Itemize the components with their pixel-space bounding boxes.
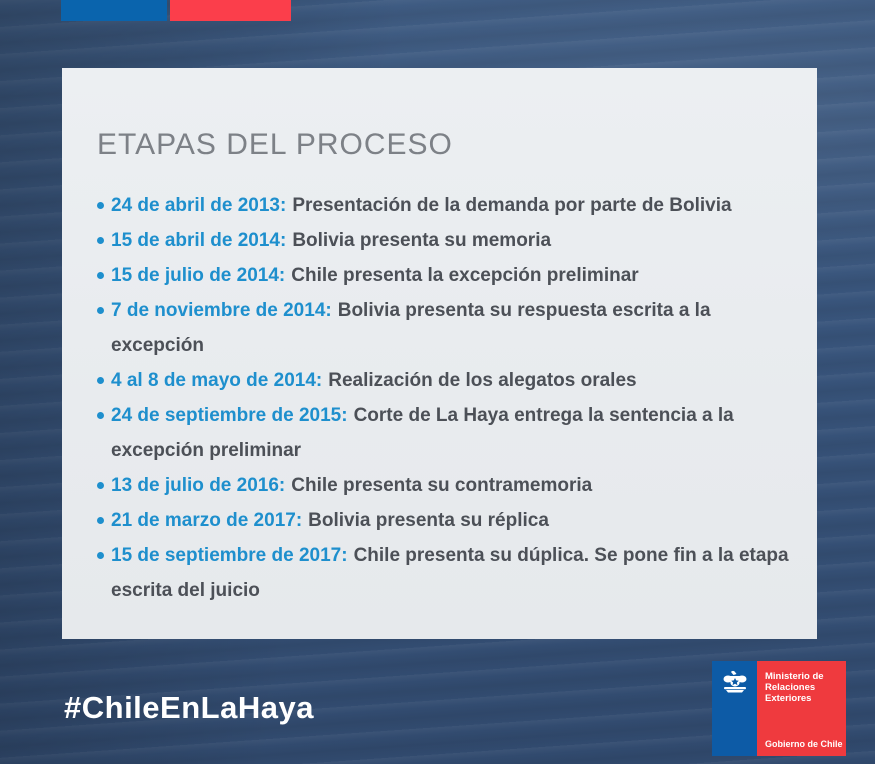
item-text: Bolivia presenta su respuesta escrita a la excepción: [111, 300, 711, 356]
timeline-item: [97, 363, 803, 398]
item-text: Realización de los alegatos orales: [328, 370, 637, 391]
item-date: 24 de abril de 2013:: [111, 195, 287, 216]
item-text: Chile presenta su contramemoria: [291, 475, 593, 496]
bullet-icon: [97, 517, 104, 524]
item-date: 15 de abril de 2014:: [111, 230, 287, 251]
bullet-icon: [97, 307, 104, 314]
timeline-item: [97, 503, 803, 538]
item-date: 13 de julio de 2016:: [111, 475, 286, 496]
item-text: Chile presenta la excepción preliminar: [291, 265, 639, 286]
page-title: ETAPAS DEL PROCESO: [97, 128, 453, 161]
logo-red-panel: [757, 661, 846, 756]
government-name: Gobierno de Chile: [765, 739, 843, 749]
logo-blue-panel: [712, 661, 757, 756]
timeline-item: [97, 468, 803, 503]
item-text: Bolivia presenta su réplica: [308, 510, 549, 531]
bullet-icon: [97, 202, 104, 209]
bullet-icon: [97, 482, 104, 489]
timeline-item: [97, 188, 803, 223]
timeline-item: [97, 398, 803, 468]
bullet-icon: [97, 272, 104, 279]
timeline-item: [97, 293, 803, 363]
timeline-item: [97, 258, 803, 293]
item-text: Bolivia presenta su memoria: [292, 230, 552, 251]
bullet-icon: [97, 237, 104, 244]
timeline-list: [97, 188, 803, 608]
item-date: 4 al 8 de mayo de 2014:: [111, 370, 323, 391]
content-card: [62, 68, 817, 639]
bullet-icon: [97, 377, 104, 384]
item-text: Corte de La Haya entrega la sentencia a la excepción preliminar: [111, 405, 734, 461]
hashtag: #ChileEnLaHaya: [64, 690, 314, 725]
timeline-item: [97, 538, 803, 608]
flag-bar-red: [170, 0, 291, 21]
coat-of-arms-icon: [720, 670, 750, 698]
item-date: 7 de noviembre de 2014:: [111, 300, 332, 321]
item-date: 15 de septiembre de 2017:: [111, 545, 348, 566]
item-date: 15 de julio de 2014:: [111, 265, 286, 286]
bullet-icon: [97, 552, 104, 559]
timeline-item: [97, 223, 803, 258]
item-date: 21 de marzo de 2017:: [111, 510, 303, 531]
bullet-icon: [97, 412, 104, 419]
government-logo: [712, 661, 846, 756]
item-text: Chile presenta su dúplica. Se pone fin a la etapa escrita del juicio: [111, 545, 789, 601]
flag-bar-blue: [61, 0, 167, 21]
ministry-name: Ministerio de Relaciones Exteriores: [765, 671, 824, 704]
item-date: 24 de septiembre de 2015:: [111, 405, 348, 426]
item-text: Presentación de la demanda por parte de Bolivia: [292, 195, 732, 216]
